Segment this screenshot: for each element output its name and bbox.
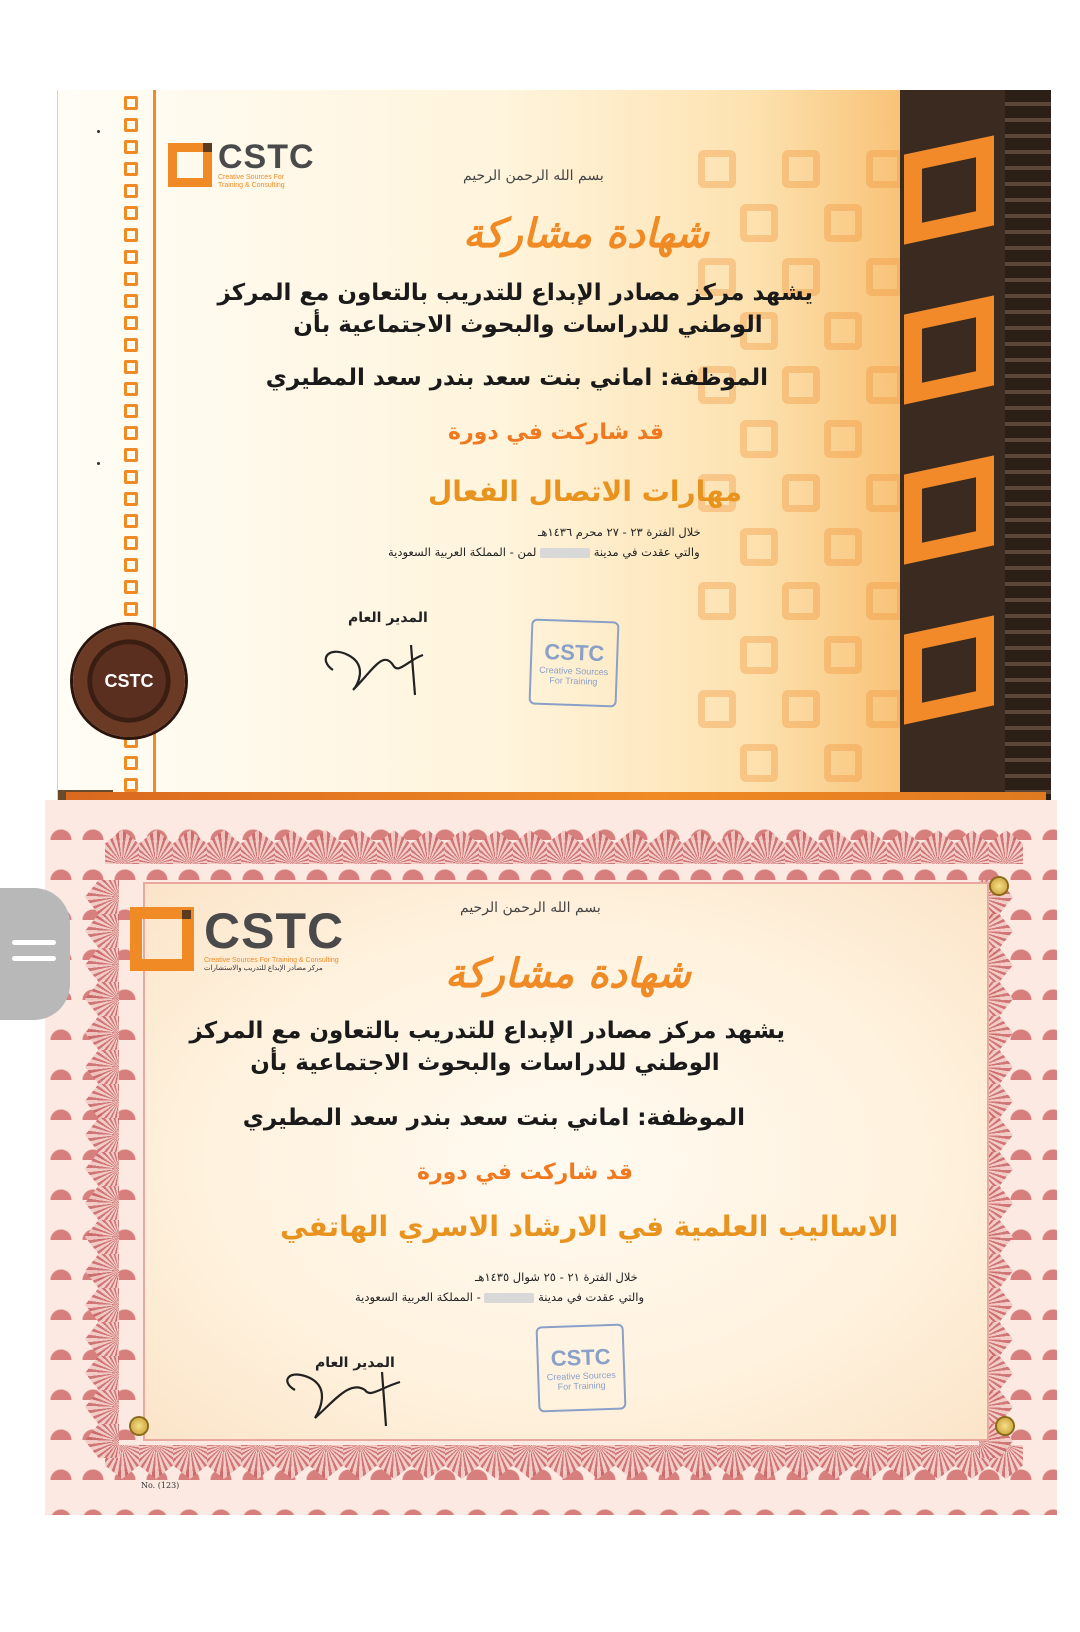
decor-square [782,366,820,404]
border-square [124,360,138,374]
border-square [124,316,138,330]
logo-title: CSTC [218,138,315,176]
certificate-title: شهادة مشاركة [463,210,709,257]
border-square [124,558,138,572]
decor-square [698,150,736,188]
decor-square [740,744,778,782]
body-line-1: يشهد مركز مصادر الإبداع للتدريب بالتعاون مع المركز [189,1018,785,1044]
decor-square [698,690,736,728]
decor-square [740,420,778,458]
venue-text [388,545,700,559]
border-square [124,294,138,308]
venue-start: والتي عقدت في مدينة [538,1290,645,1304]
stamp-name: CSTC [550,1343,611,1372]
body-line-2: الوطني للدراسات والبحوث الاجتماعية بأن [293,312,763,338]
border-square [124,118,138,132]
border-square [124,140,138,154]
decor-square [782,474,820,512]
border-square [124,162,138,176]
manager-signature [270,1360,420,1430]
border-square [124,96,138,110]
border-square [124,250,138,264]
side-panel-handle[interactable] [0,888,70,1020]
stamp-line-2: For Training [557,1380,606,1392]
border-square [124,514,138,528]
scan-dot [97,130,100,133]
course-name: مهارات الاتصال الفعال [428,475,742,508]
venue-end: - المملكة العربية السعودية [355,1290,481,1304]
stamp-line-1: Creative Sources [546,1369,616,1383]
body-line-2: الوطني للدراسات والبحوث الاجتماعية بأن [250,1050,720,1076]
border-square [124,470,138,484]
decor-square [824,204,862,242]
handle-line-icon [12,940,56,945]
decor-square [824,420,862,458]
course-name: الاساليب العلمية في الارشاد الاسري الهاتفي [280,1210,899,1243]
stamp-line-1: Creative Sources [539,664,609,678]
greek-key-strip [1005,90,1051,812]
cstc-seal [73,625,185,737]
corner-ornament [991,878,1007,894]
logo-arabic-tagline: مركز مصادر الإبداع للتدريب والاستشارات [204,965,323,972]
decor-square [740,204,778,242]
cstc-logo [168,140,315,190]
basmala: بسم الله الرحمن الرحيم [460,900,601,916]
border-square [124,448,138,462]
manager-signature [313,630,443,700]
logo-mark-icon [130,907,194,971]
border-square [124,382,138,396]
stamp-name: CSTC [543,638,605,667]
decor-square [740,636,778,674]
scan-dot [97,462,100,465]
logo-tagline: Creative Sources For Training & Consulting [204,957,339,964]
border-square [124,206,138,220]
decor-square [824,528,862,566]
handle-line-icon [12,956,56,961]
border-square [124,404,138,418]
certificate-title: شهادة مشاركة [445,950,691,997]
participated-text: قد شاركت في دورة [417,1160,634,1185]
border-square [124,426,138,440]
decor-square [698,582,736,620]
redacted-city [484,1293,534,1303]
venue-text [355,1290,644,1304]
decor-square [866,582,904,620]
participated-text: قد شاركت في دورة [448,420,665,445]
company-stamp [529,618,620,707]
border-square [124,492,138,506]
border-square [124,580,138,594]
body-line-1: يشهد مركز مصادر الإبداع للتدريب بالتعاون مع المركز [217,280,813,306]
decor-square [782,150,820,188]
border-square [124,228,138,242]
corner-ornament [997,1418,1013,1434]
logo-tagline-1: Creative Sources For [218,174,285,181]
decor-square [824,312,862,350]
decor-square [782,582,820,620]
venue-start: والتي عقدت في مدينة [593,545,700,559]
border-square [124,536,138,550]
decor-square [866,690,904,728]
decor-square [866,150,904,188]
decor-square [782,690,820,728]
logo-mark-icon [168,143,212,187]
company-stamp [536,1323,627,1412]
certificate-number: No. (123) [141,1481,180,1490]
decor-square [866,258,904,296]
border-square [124,184,138,198]
logo-title: CSTC [204,903,345,959]
cstc-logo [130,905,344,973]
decor-square [824,636,862,674]
corner-ornament [131,1418,147,1434]
manager-title: المدير العام [315,1355,395,1371]
border-square [124,778,138,792]
border-square [124,338,138,352]
employee-name: الموظفة: اماني بنت سعد بندر سعد المطيري [265,365,768,391]
period-text: خلال الفترة ٢١ - ٢٥ شوال ١٤٣٥هـ [475,1270,638,1284]
border-square [124,756,138,770]
decor-square [866,474,904,512]
logo-tagline-2: Training & Consulting [218,182,285,189]
decor-square [740,528,778,566]
right-decorative-band [900,90,1051,812]
border-square [124,272,138,286]
decor-square [866,366,904,404]
manager-title: المدير العام [348,610,428,626]
period-text: خلال الفترة ٢٣ - ٢٧ محرم ١٤٣٦هـ [538,525,701,539]
stamp-line-2: For Training [549,675,598,687]
venue-end: لمن - المملكة العربية السعودية [388,545,537,559]
seal-text: CSTC [104,670,154,691]
decor-square [824,744,862,782]
certificate-2 [45,800,1057,1515]
certificate-1 [57,90,1051,812]
employee-name: الموظفة: اماني بنت سعد بندر سعد المطيري [242,1105,745,1131]
basmala: بسم الله الرحمن الرحيم [463,168,604,184]
border-square [124,602,138,616]
redacted-city [540,548,590,558]
